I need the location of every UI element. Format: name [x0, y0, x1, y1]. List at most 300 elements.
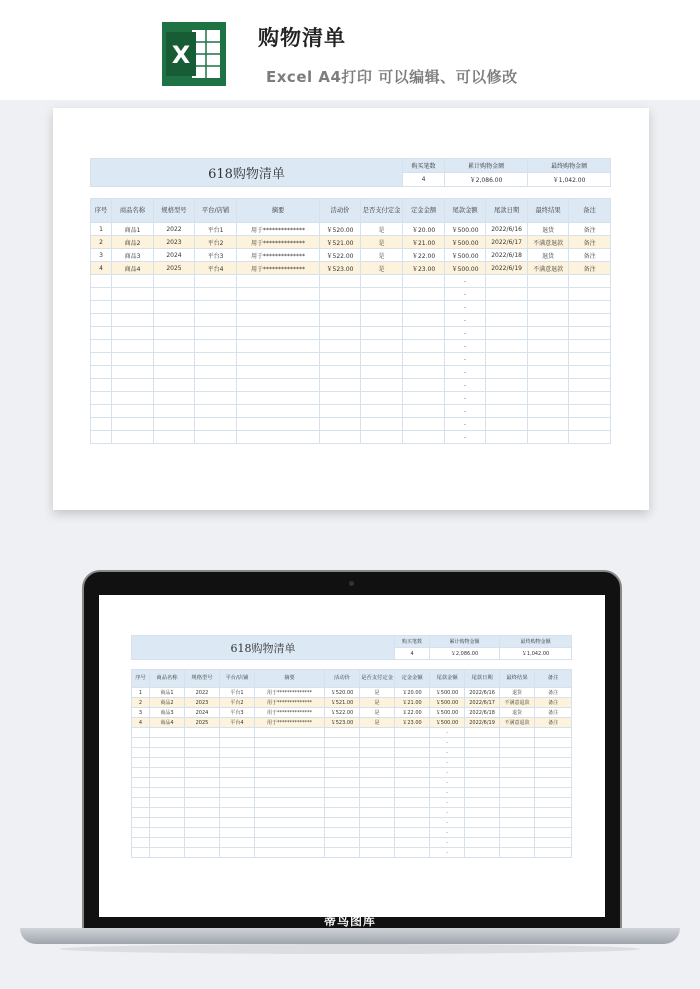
empty-cell	[486, 340, 528, 353]
summary-label: 购买笔数	[403, 159, 445, 173]
table-cell: 2022	[185, 688, 220, 698]
empty-cell	[195, 340, 237, 353]
empty-cell	[255, 808, 325, 818]
empty-row	[91, 405, 611, 418]
shopping-list-table-mini	[131, 635, 572, 858]
empty-cell	[320, 340, 361, 353]
empty-cell	[320, 392, 361, 405]
empty-cell	[395, 848, 430, 858]
empty-cell: -	[445, 275, 486, 288]
summary-value: ￥1,042.00	[500, 648, 572, 660]
empty-cell	[528, 418, 569, 431]
empty-cell	[360, 768, 395, 778]
empty-cell	[395, 738, 430, 748]
table-cell: ￥23.00	[395, 718, 430, 728]
table-cell: 退货	[500, 688, 535, 698]
empty-cell: -	[445, 301, 486, 314]
empty-cell	[91, 353, 112, 366]
empty-cell	[528, 405, 569, 418]
table-row	[132, 688, 572, 698]
table-cell: ￥500.00	[430, 688, 465, 698]
empty-cell: -	[445, 288, 486, 301]
empty-cell	[361, 392, 403, 405]
empty-cell	[91, 431, 112, 444]
empty-cell	[361, 288, 403, 301]
empty-cell	[112, 366, 154, 379]
table-cell: 2022/6/17	[465, 698, 500, 708]
table-cell: ￥522.00	[325, 708, 360, 718]
laptop-base	[20, 928, 680, 944]
column-header-row	[91, 199, 611, 223]
empty-cell	[185, 838, 220, 848]
empty-cell	[395, 838, 430, 848]
empty-cell: -	[445, 327, 486, 340]
column-header: 是否支付定金	[360, 670, 395, 688]
table-cell: 平台1	[220, 688, 255, 698]
empty-cell	[237, 340, 320, 353]
empty-cell	[325, 738, 360, 748]
empty-cell	[150, 828, 185, 838]
table-cell: 商品2	[150, 698, 185, 708]
empty-cell	[325, 748, 360, 758]
empty-cell	[150, 808, 185, 818]
table-cell: 1	[91, 223, 112, 236]
empty-cell	[220, 728, 255, 738]
empty-cell	[360, 828, 395, 838]
empty-cell	[569, 405, 611, 418]
table-cell: 2022	[154, 223, 195, 236]
empty-cell	[320, 418, 361, 431]
table-cell: 2022/6/16	[486, 223, 528, 236]
empty-cell	[361, 314, 403, 327]
empty-cell	[528, 275, 569, 288]
table-cell: 2023	[154, 236, 195, 249]
empty-cell	[325, 798, 360, 808]
empty-cell	[237, 275, 320, 288]
empty-cell	[535, 758, 572, 768]
empty-row	[132, 778, 572, 788]
empty-cell: -	[445, 379, 486, 392]
empty-cell	[220, 838, 255, 848]
empty-cell	[360, 738, 395, 748]
summary-label: 累计购物金额	[445, 159, 528, 173]
empty-cell	[486, 353, 528, 366]
empty-cell	[255, 738, 325, 748]
table-row	[91, 262, 611, 275]
empty-cell	[185, 738, 220, 748]
empty-cell	[486, 418, 528, 431]
empty-cell	[132, 798, 150, 808]
empty-cell	[325, 838, 360, 848]
empty-cell	[220, 818, 255, 828]
empty-cell	[500, 848, 535, 858]
empty-cell	[255, 788, 325, 798]
empty-cell	[154, 392, 195, 405]
empty-cell	[465, 828, 500, 838]
table-cell: 不满意退款	[500, 718, 535, 728]
page-subtitle: Excel A4打印 可以编辑、可以修改	[266, 68, 518, 86]
table-cell: 2024	[185, 708, 220, 718]
empty-cell	[195, 353, 237, 366]
summary-value: ￥2,086.00	[430, 648, 500, 660]
table-cell: ￥500.00	[445, 249, 486, 262]
empty-cell	[465, 808, 500, 818]
empty-cell	[112, 340, 154, 353]
empty-cell	[112, 379, 154, 392]
table-cell: 1	[132, 688, 150, 698]
empty-cell	[500, 808, 535, 818]
empty-cell	[361, 405, 403, 418]
empty-cell	[361, 301, 403, 314]
empty-cell	[361, 353, 403, 366]
empty-cell	[569, 366, 611, 379]
page-header	[0, 0, 700, 100]
empty-cell	[395, 788, 430, 798]
table-cell: ￥21.00	[395, 698, 430, 708]
empty-cell	[255, 758, 325, 768]
empty-cell	[528, 392, 569, 405]
summary-value: 4	[403, 173, 445, 187]
empty-cell	[91, 392, 112, 405]
empty-cell	[465, 748, 500, 758]
empty-row	[132, 808, 572, 818]
column-header: 尾款金额	[430, 670, 465, 688]
table-cell: 2022/6/19	[486, 262, 528, 275]
empty-cell	[150, 738, 185, 748]
column-header: 尾款日期	[486, 199, 528, 223]
empty-row	[91, 392, 611, 405]
empty-row	[132, 788, 572, 798]
brand-watermark: 蒂鸟图库	[323, 914, 376, 928]
empty-cell	[403, 366, 445, 379]
table-cell: 2022/6/16	[465, 688, 500, 698]
table-cell: ￥23.00	[403, 262, 445, 275]
empty-cell	[361, 379, 403, 392]
empty-cell	[185, 798, 220, 808]
empty-cell: -	[430, 778, 465, 788]
empty-cell	[132, 758, 150, 768]
empty-row	[132, 798, 572, 808]
table-cell: 是	[360, 698, 395, 708]
table-cell: 2023	[185, 698, 220, 708]
empty-cell	[112, 392, 154, 405]
empty-cell	[154, 431, 195, 444]
table-cell: 商品2	[112, 236, 154, 249]
empty-cell	[255, 848, 325, 858]
sheet-title: 618购物清单	[132, 636, 395, 660]
empty-cell	[132, 828, 150, 838]
empty-cell	[154, 366, 195, 379]
empty-cell	[360, 748, 395, 758]
empty-cell	[185, 788, 220, 798]
table-cell: 退货	[528, 223, 569, 236]
empty-cell	[395, 808, 430, 818]
table-cell: 商品1	[150, 688, 185, 698]
table-cell: ￥21.00	[403, 236, 445, 249]
empty-cell: -	[430, 828, 465, 838]
column-header: 尾款金额	[445, 199, 486, 223]
empty-cell	[154, 314, 195, 327]
column-header: 尾款日期	[465, 670, 500, 688]
empty-row	[91, 275, 611, 288]
table-cell: 是	[361, 249, 403, 262]
empty-cell	[528, 314, 569, 327]
empty-cell	[360, 818, 395, 828]
table-row	[91, 223, 611, 236]
empty-cell	[395, 798, 430, 808]
empty-cell	[361, 431, 403, 444]
summary-value: ￥1,042.00	[528, 173, 611, 187]
empty-cell	[255, 748, 325, 758]
empty-cell	[185, 818, 220, 828]
table-cell: 2025	[154, 262, 195, 275]
table-cell: 退货	[528, 249, 569, 262]
empty-cell	[465, 838, 500, 848]
empty-cell	[150, 788, 185, 798]
empty-cell	[360, 808, 395, 818]
empty-cell	[150, 848, 185, 858]
excel-icon	[162, 22, 226, 86]
empty-cell	[395, 758, 430, 768]
empty-cell	[220, 768, 255, 778]
empty-cell	[132, 808, 150, 818]
empty-row	[132, 848, 572, 858]
table-cell: 备注	[569, 262, 611, 275]
table-cell: 用于**************	[255, 718, 325, 728]
table-cell: ￥20.00	[403, 223, 445, 236]
empty-cell	[320, 327, 361, 340]
empty-cell	[154, 340, 195, 353]
empty-cell	[112, 301, 154, 314]
empty-cell: -	[430, 758, 465, 768]
empty-cell	[320, 314, 361, 327]
empty-cell	[486, 275, 528, 288]
empty-cell	[132, 788, 150, 798]
empty-cell	[112, 431, 154, 444]
empty-cell	[237, 405, 320, 418]
table-cell: 是	[360, 708, 395, 718]
empty-cell	[220, 808, 255, 818]
empty-cell	[535, 798, 572, 808]
empty-cell	[320, 288, 361, 301]
empty-cell	[195, 314, 237, 327]
empty-cell	[535, 768, 572, 778]
table-cell: ￥500.00	[430, 698, 465, 708]
empty-cell	[500, 728, 535, 738]
empty-cell	[535, 738, 572, 748]
empty-cell	[237, 379, 320, 392]
table-row	[91, 249, 611, 262]
summary-label: 最终购物金额	[500, 636, 572, 648]
empty-cell	[569, 327, 611, 340]
empty-cell	[569, 288, 611, 301]
empty-cell: -	[430, 768, 465, 778]
empty-cell	[403, 327, 445, 340]
table-cell: 平台4	[195, 262, 237, 275]
empty-cell: -	[430, 728, 465, 738]
summary-label: 最终购物金额	[528, 159, 611, 173]
empty-cell	[255, 828, 325, 838]
empty-cell	[112, 353, 154, 366]
table-row	[132, 708, 572, 718]
empty-cell	[237, 314, 320, 327]
summary-label: 购买笔数	[395, 636, 430, 648]
spacer-row	[132, 660, 572, 670]
empty-cell	[569, 314, 611, 327]
empty-cell	[395, 748, 430, 758]
empty-cell	[220, 788, 255, 798]
column-header: 商品名称	[112, 199, 154, 223]
empty-cell	[320, 431, 361, 444]
table-cell: 备注	[569, 223, 611, 236]
table-cell: 平台2	[220, 698, 255, 708]
empty-cell	[150, 728, 185, 738]
empty-cell	[569, 340, 611, 353]
empty-cell	[237, 301, 320, 314]
empty-cell	[361, 366, 403, 379]
table-cell: ￥521.00	[325, 698, 360, 708]
table-cell: 2024	[154, 249, 195, 262]
column-header: 定金金额	[395, 670, 430, 688]
empty-cell	[465, 738, 500, 748]
column-header: 序号	[91, 199, 112, 223]
empty-row	[91, 301, 611, 314]
empty-cell	[132, 818, 150, 828]
empty-cell	[91, 288, 112, 301]
empty-row	[132, 738, 572, 748]
empty-cell	[569, 392, 611, 405]
table-cell: 平台3	[195, 249, 237, 262]
empty-row	[91, 314, 611, 327]
table-cell: 用于**************	[237, 262, 320, 275]
empty-cell	[195, 418, 237, 431]
empty-cell	[465, 728, 500, 738]
empty-row	[132, 828, 572, 838]
empty-cell	[528, 353, 569, 366]
table-cell: 不满意退款	[500, 698, 535, 708]
empty-cell	[237, 288, 320, 301]
empty-cell	[112, 275, 154, 288]
empty-cell	[528, 301, 569, 314]
empty-cell	[185, 828, 220, 838]
empty-cell	[486, 288, 528, 301]
empty-cell	[132, 728, 150, 738]
empty-cell	[360, 848, 395, 858]
empty-cell	[403, 392, 445, 405]
table-cell: 3	[91, 249, 112, 262]
column-header: 最终结果	[500, 670, 535, 688]
empty-cell: -	[430, 808, 465, 818]
empty-cell	[185, 758, 220, 768]
table-cell: ￥520.00	[325, 688, 360, 698]
empty-cell	[185, 748, 220, 758]
empty-cell	[403, 431, 445, 444]
empty-cell	[403, 353, 445, 366]
empty-cell	[325, 818, 360, 828]
table-cell: 2022/6/19	[465, 718, 500, 728]
column-header: 摘要	[255, 670, 325, 688]
shopping-list-table	[90, 158, 611, 444]
table-cell: 2022/6/17	[486, 236, 528, 249]
table-cell: 2	[132, 698, 150, 708]
table-cell: ￥22.00	[395, 708, 430, 718]
empty-row	[91, 431, 611, 444]
empty-cell	[195, 431, 237, 444]
empty-cell	[361, 327, 403, 340]
column-header: 是否支付定金	[361, 199, 403, 223]
empty-row	[132, 818, 572, 828]
empty-cell	[185, 768, 220, 778]
table-cell: 4	[91, 262, 112, 275]
table-cell: 平台2	[195, 236, 237, 249]
empty-cell	[320, 353, 361, 366]
empty-cell	[360, 758, 395, 768]
empty-cell	[132, 838, 150, 848]
empty-cell	[150, 768, 185, 778]
spacer-row	[91, 187, 611, 199]
empty-cell	[320, 366, 361, 379]
empty-cell	[569, 275, 611, 288]
empty-cell	[500, 788, 535, 798]
empty-cell	[535, 728, 572, 738]
column-header: 规格型号	[185, 670, 220, 688]
empty-cell: -	[430, 818, 465, 828]
table-cell: 2022/6/18	[465, 708, 500, 718]
empty-cell: -	[445, 340, 486, 353]
summary-value: ￥2,086.00	[445, 173, 528, 187]
empty-cell	[325, 808, 360, 818]
table-row	[132, 718, 572, 728]
empty-cell	[528, 340, 569, 353]
table-cell: ￥500.00	[430, 708, 465, 718]
table-cell: 2	[91, 236, 112, 249]
table-cell: 商品4	[112, 262, 154, 275]
table-cell: 退货	[500, 708, 535, 718]
empty-cell	[528, 431, 569, 444]
empty-cell	[91, 327, 112, 340]
empty-cell: -	[445, 366, 486, 379]
empty-cell	[195, 392, 237, 405]
empty-cell	[154, 418, 195, 431]
empty-cell	[500, 828, 535, 838]
empty-cell	[91, 314, 112, 327]
empty-cell	[361, 418, 403, 431]
table-cell: 3	[132, 708, 150, 718]
table-cell: ￥520.00	[320, 223, 361, 236]
empty-cell: -	[445, 353, 486, 366]
empty-cell	[195, 405, 237, 418]
empty-cell	[500, 778, 535, 788]
table-cell: ￥522.00	[320, 249, 361, 262]
column-header: 定金金额	[403, 199, 445, 223]
empty-cell	[195, 327, 237, 340]
empty-cell	[395, 728, 430, 738]
empty-cell	[486, 405, 528, 418]
empty-row	[132, 838, 572, 848]
empty-cell	[569, 379, 611, 392]
empty-cell	[320, 275, 361, 288]
empty-cell	[255, 818, 325, 828]
empty-row	[91, 418, 611, 431]
table-cell: 用于**************	[255, 708, 325, 718]
empty-cell	[220, 828, 255, 838]
empty-row	[132, 768, 572, 778]
empty-cell	[403, 275, 445, 288]
empty-cell	[465, 788, 500, 798]
table-cell: 用于**************	[255, 698, 325, 708]
empty-row	[91, 366, 611, 379]
empty-cell	[91, 405, 112, 418]
